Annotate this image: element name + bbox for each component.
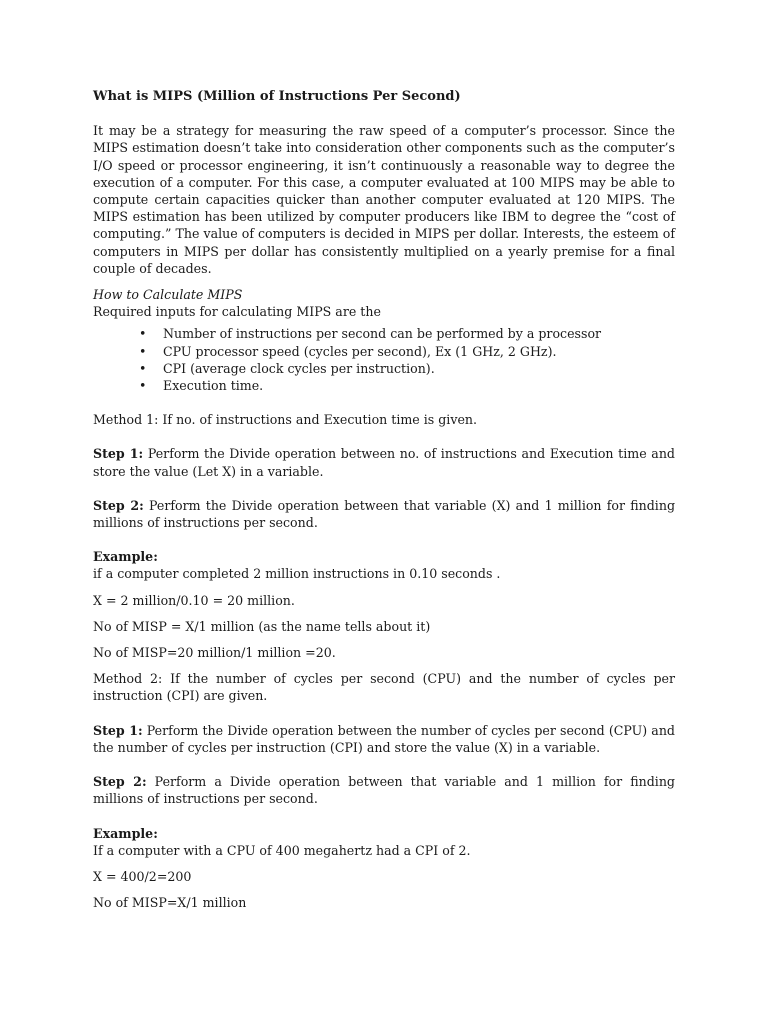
list-item: • CPU processor speed (cycles per second), Ex (1 GHz, 2 GHz). xyxy=(93,343,675,360)
how-to-heading: How to Calculate MIPS xyxy=(93,287,243,303)
method1-example-label: Example: xyxy=(93,549,158,565)
document-title: What is MIPS (Million of Instructions Per Second) xyxy=(93,89,461,104)
step-text: Perform the Divide operation between no. of instructions and Execution time and store the value (Let X) in a variable. xyxy=(93,446,675,479)
list-item: • Number of instructions per second can be performed by a processor xyxy=(93,325,675,342)
method2-example-label: Example: xyxy=(93,825,158,841)
step-label: Step 1: xyxy=(93,722,143,738)
step-label: Step 2: xyxy=(93,774,147,790)
intro-paragraph: It may be a strategy for measuring the raw speed of a computer’s processor. Since the MIPS estimation doesn’t take into consideration other components such as the computer’s I/O speed or processor engineering, it isn’t continuously a reasonable way to degree the execution of a computer. For this case, a computer evaluated at 100 MIPS may be able to compute certain capacities quicker than another computer evaluated at 120 MIPS. The MIPS estimation has been utilized by computer producers like IBM to degree the “cost of computing.” The value of computers is decided in MIPS per dollar. Interests, the esteem of computers in MIPS per dollar has consistently multiplied on a yearly premise for a final couple of decades. xyxy=(93,123,675,276)
step-label: Step 1: xyxy=(93,446,144,462)
method1-example-text: if a computer completed 2 million instructions in 0.10 seconds . xyxy=(93,566,501,582)
inputs-intro: Required inputs for calculating MIPS are the xyxy=(93,304,381,320)
step-label: Step 2: xyxy=(93,497,144,513)
list-item: • Execution time. xyxy=(93,377,675,394)
document-page xyxy=(93,88,675,911)
step-text: Perform a Divide operation between that variable and 1 million for finding millions of instructions per second. xyxy=(93,774,675,807)
method1-line2: No of MISP = X/1 million (as the name tells about it) xyxy=(93,618,431,634)
method1-line1: X = 2 million/0.10 = 20 million. xyxy=(93,592,295,608)
method1-step2 xyxy=(93,497,675,531)
method2-heading: Method 2: If the number of cycles per second (CPU) and the number of cycles per instruction (CPI) are given. xyxy=(93,671,675,704)
method2-step2 xyxy=(93,773,675,807)
inputs-list xyxy=(93,325,675,394)
method2-line1: X = 400/2=200 xyxy=(93,868,192,884)
method1-step1 xyxy=(93,445,675,479)
method2-line2: No of MISP=X/1 million xyxy=(93,895,247,911)
step-text: Perform the Divide operation between the number of cycles per second (CPU) and the number of cycles per instruction (CPI) and store the value (X) in a variable. xyxy=(93,722,675,755)
list-item: • CPI (average clock cycles per instruction). xyxy=(93,360,675,377)
method1-line3: No of MISP=20 million/1 million =20. xyxy=(93,645,336,661)
method2-step1 xyxy=(93,722,675,756)
method2-example-text: If a computer with a CPU of 400 megahertz had a CPI of 2. xyxy=(93,842,471,858)
step-text: Perform the Divide operation between that variable (X) and 1 million for finding millions of instructions per second. xyxy=(93,497,676,531)
method1-heading: Method 1: If no. of instructions and Execution time is given. xyxy=(93,412,478,428)
